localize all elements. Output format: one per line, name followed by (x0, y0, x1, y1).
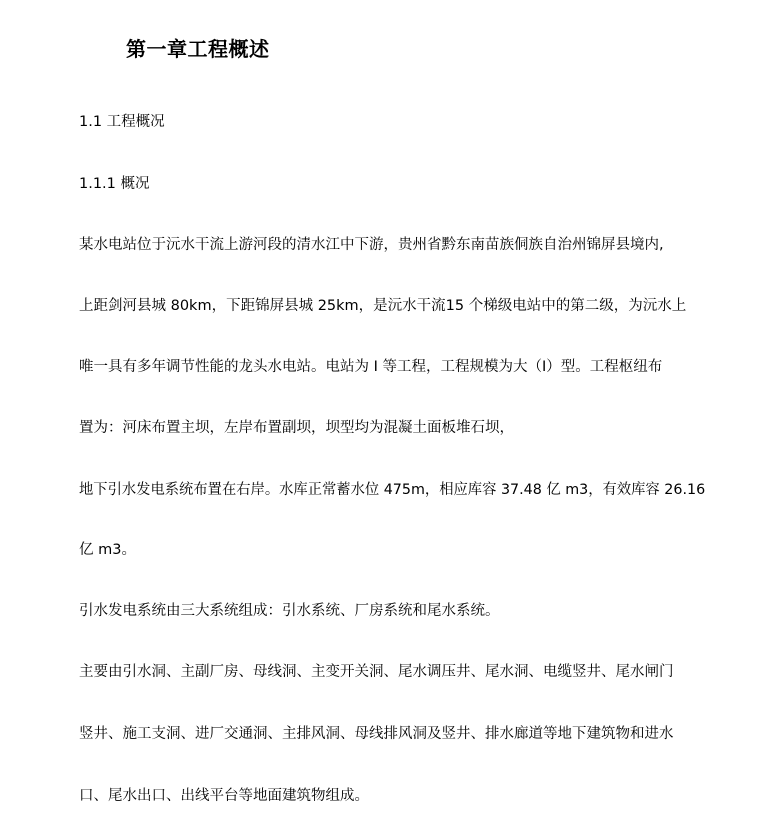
body-line: 置为：河床布置主坝，左岸布置副坝，坝型均为混凝土面板堆石坝， (79, 420, 514, 436)
subsection-heading: 1.1.1 概况 (79, 176, 150, 192)
section-heading: 1.1 工程概况 (79, 114, 165, 130)
body-line: 主要由引水洞、主副厂房、母线洞、主变开关洞、尾水调压井、尾水洞、电缆竖井、尾水闸门 (79, 664, 674, 680)
body-line: 口、尾水出口、出线平台等地面建筑物组成。 (79, 788, 369, 804)
body-line: 上距剑河县城 80km，下距锦屏县城 25km，是沅水干流15 个梯级电站中的第二级，为沅水上 (79, 298, 687, 314)
chapter-title: 第一章工程概述 (126, 37, 270, 61)
body-line: 唯一具有多年调节性能的龙头水电站。电站为 I 等工程，工程规模为大（I）型。工程枢纽布 (79, 359, 663, 375)
body-line: 引水发电系统由三大系统组成：引水系统、厂房系统和尾水系统。 (79, 603, 500, 619)
body-line: 地下引水发电系统布置在右岸。水库正常蓄水位 475m，相应库容 37.48 亿 m3，有效库容 26.16 (79, 482, 706, 498)
body-line: 某水电站位于沅水干流上游河段的清水江中下游，贵州省黔东南苗族侗族自治州锦屏县境内, (79, 237, 664, 253)
body-line: 亿 m3。 (79, 542, 136, 558)
body-line: 竖井、施工支洞、进厂交通洞、主排风洞、母线排风洞及竖井、排水廊道等地下建筑物和进水 (79, 726, 674, 742)
